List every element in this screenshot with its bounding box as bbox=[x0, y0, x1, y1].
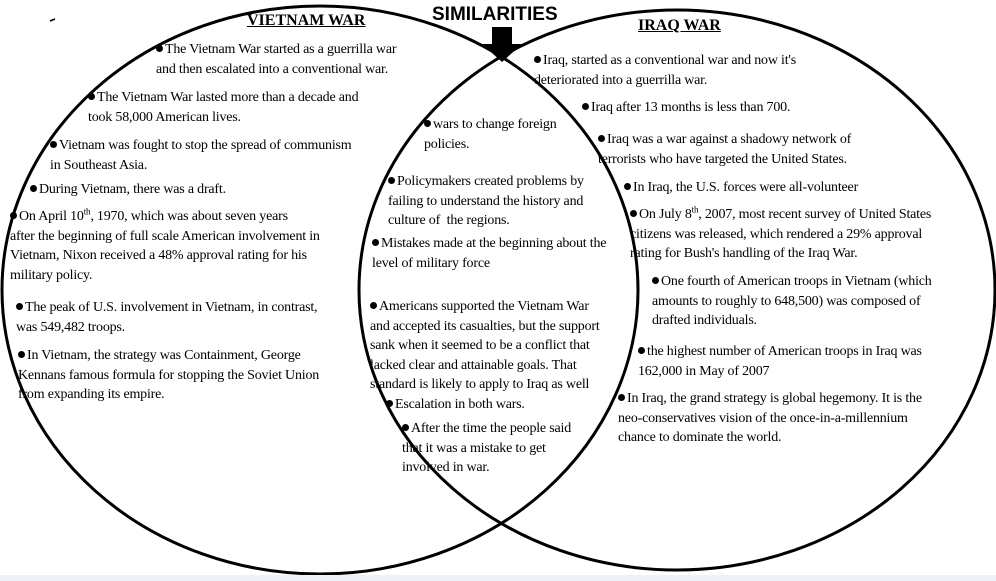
iraq-item bbox=[534, 51, 796, 90]
similarities-item-text: Americans supported the Vietnam War and accepted its casualties, but the support sank when it seemed to be a conflict that lacked clear and attainable goals. That standard is likely to apply to Iraq as well bbox=[370, 299, 600, 392]
bottom-strip bbox=[0, 575, 996, 581]
vietnam-item bbox=[30, 180, 226, 200]
iraq-item bbox=[582, 98, 790, 118]
vietnam-item-text: In Vietnam, the strategy was Containment, George Kennans famous formula for stopping the Soviet Union from expanding its empire. bbox=[18, 348, 320, 402]
iraq-item-text: In Iraq, the U.S. forces were all-volunteer bbox=[633, 180, 859, 195]
vietnam-item bbox=[88, 88, 358, 127]
vietnam-item bbox=[16, 298, 317, 337]
similarities-item bbox=[424, 115, 557, 154]
iraq-item bbox=[630, 205, 931, 264]
iraq-item bbox=[638, 342, 922, 381]
bullet-icon bbox=[370, 302, 377, 309]
vietnam-item-text: On April 10th, 1970, which was about seven years after the beginning of full scale American involvement in Vietnam, Nixon received a 48% approval rating for his military policy. bbox=[10, 206, 320, 283]
similarities-item bbox=[388, 172, 584, 231]
iraq-title: IRAQ WAR bbox=[638, 17, 721, 34]
vietnam-item-text: The Vietnam War lasted more than a decade and took 58,000 American lives. bbox=[88, 90, 359, 125]
vietnam-item-text: The Vietnam War started as a guerrilla war and then escalated into a conventional war. bbox=[156, 42, 397, 77]
down-arrow-icon bbox=[482, 27, 522, 62]
iraq-item bbox=[652, 272, 932, 331]
bullet-icon bbox=[388, 177, 395, 184]
bullet-icon bbox=[50, 141, 57, 148]
bullet-icon bbox=[652, 277, 659, 284]
stray-mark bbox=[50, 19, 55, 21]
vietnam-item-text: The peak of U.S. involvement in Vietnam, in contrast, was 549,482 troops. bbox=[16, 300, 318, 335]
bullet-icon bbox=[424, 120, 431, 127]
iraq-item-text: One fourth of American troops in Vietnam (which amounts to roughly to 648,500) was composed of drafted individuals. bbox=[652, 274, 932, 328]
iraq-item-text: On July 8th, 2007, most recent survey of United States citizens was released, which rendered a 29% approval rating for Bush's handling of the Iraq War. bbox=[630, 204, 932, 261]
bullet-icon bbox=[372, 239, 379, 246]
similarities-item bbox=[402, 419, 571, 478]
bullet-icon bbox=[30, 185, 37, 192]
iraq-item-text: In Iraq, the grand strategy is global hegemony. It is the neo-conservatives vision of the once-in-a-millennium chance to dominate the world. bbox=[618, 391, 922, 445]
similarities-item-text: Escalation in both wars. bbox=[395, 397, 525, 412]
iraq-item-text: Iraq was a war against a shadowy network of terrorists who have targeted the United States. bbox=[598, 132, 852, 167]
bullet-icon bbox=[638, 347, 645, 354]
bullet-icon bbox=[630, 210, 637, 217]
similarities-item-text: Mistakes made at the beginning about the level of military force bbox=[372, 236, 607, 271]
iraq-item-text: Iraq after 13 months is less than 700. bbox=[591, 100, 791, 115]
vietnam-item-text: Vietnam was fought to stop the spread of communism in Southeast Asia. bbox=[50, 138, 352, 173]
iraq-item-text: Iraq, started as a conventional war and now it's deteriorated into a guerrilla war. bbox=[534, 53, 797, 88]
similarities-item-text: Policymakers created problems by failing to understand the history and culture of the regions. bbox=[388, 174, 584, 228]
iraq-item bbox=[598, 130, 851, 169]
iraq-item bbox=[618, 389, 922, 448]
similarities-item bbox=[372, 234, 606, 273]
bullet-icon bbox=[16, 303, 23, 310]
similarities-item-text: After the time the people said that it was a mistake to get involved in war. bbox=[402, 421, 571, 475]
iraq-item-text: the highest number of American troops in Iraq was 162,000 in May of 2007 bbox=[638, 344, 922, 379]
bullet-icon bbox=[618, 394, 625, 401]
bullet-icon bbox=[624, 183, 631, 190]
bullet-icon bbox=[88, 93, 95, 100]
vietnam-item bbox=[10, 207, 320, 285]
bullet-icon bbox=[582, 103, 589, 110]
bullet-icon bbox=[10, 212, 17, 219]
similarities-item-text: wars to change foreign policies. bbox=[424, 117, 557, 152]
iraq-item bbox=[624, 178, 858, 198]
vietnam-item bbox=[156, 40, 396, 79]
vietnam-item-text: During Vietnam, there was a draft. bbox=[39, 182, 226, 197]
bullet-icon bbox=[18, 351, 25, 358]
vietnam-title: VIETNAM WAR bbox=[247, 12, 366, 29]
bullet-icon bbox=[598, 135, 605, 142]
similarities-item bbox=[386, 395, 525, 415]
bullet-icon bbox=[534, 56, 541, 63]
vietnam-item bbox=[18, 346, 319, 405]
bullet-icon bbox=[386, 400, 393, 407]
bullet-icon bbox=[156, 45, 163, 52]
similarities-item bbox=[370, 297, 600, 395]
similarities-title: SIMILARITIES bbox=[432, 4, 558, 25]
vietnam-item bbox=[50, 136, 351, 175]
bullet-icon bbox=[402, 424, 409, 431]
